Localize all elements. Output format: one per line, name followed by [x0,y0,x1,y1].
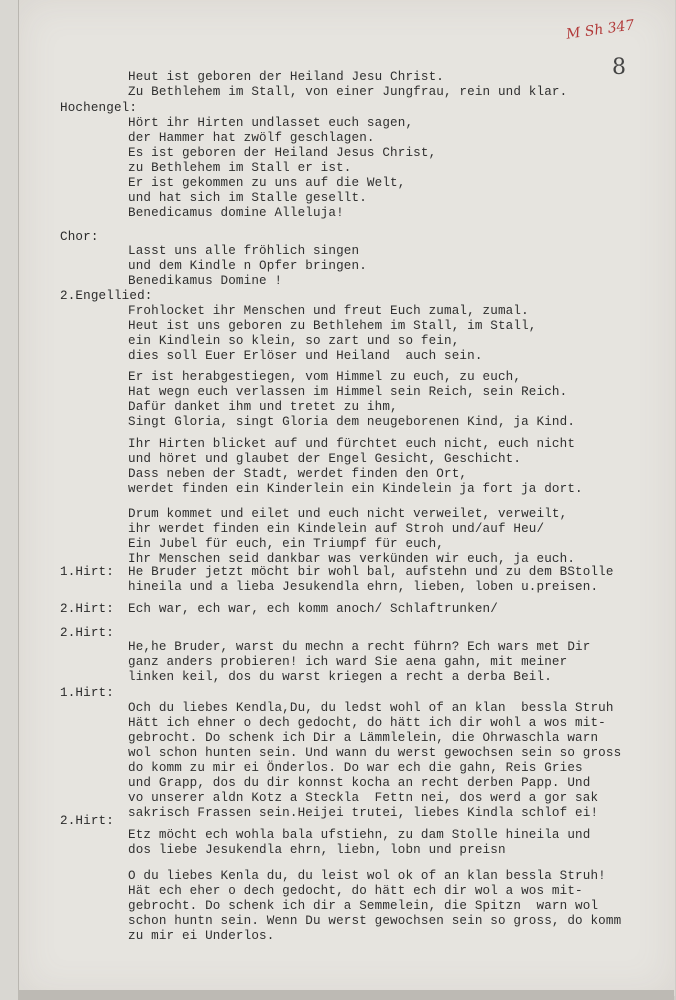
text-line: Lasst uns alle fröhlich singen [128,244,360,258]
text-line: He,he Bruder, warst du mechn a recht führn? Ech wars met Dir [128,640,591,654]
text-line: und dem Kindle n Opfer bringen. [128,259,367,273]
speaker-label: 2.Engellied: [60,289,153,303]
text-line: und höret und glaubet der Engel Gesicht, Geschicht. [128,452,522,466]
speaker-label: 2.Hirt: [60,814,114,828]
text-line: Er ist herabgestiegen, vom Himmel zu euch, zu euch, [128,370,522,384]
text-line: und Grapp, dos du dir konnst kocha an recht derben Papp. Und [128,776,591,790]
text-line: Dafür danket ihm und tretet zu ihm, [128,400,398,414]
page-bottom-edge [18,990,674,1000]
text-line: Es ist geboren der Heiland Jesus Christ, [128,146,437,160]
text-line: zu Bethlehem im Stall er ist. [128,161,352,175]
text-line: ganz anders probieren! ich ward Sie aena gahn, mit meiner [128,655,568,669]
text-line: Hätt ich ehner o dech gedocht, do hätt ich dir wohl a wos mit- [128,716,606,730]
text-line: vo unserer aldn Kotz a Steckla Fettn nei, dos werd a gor sak [128,791,599,805]
text-line: zu mir ei Underlos. [128,929,275,943]
text-line: Ech war, ech war, ech komm anoch/ Schlaftrunken/ [128,602,498,616]
text-line: dos liebe Jesukendla ehrn, liebn, lobn und preisn [128,843,506,857]
text-line: ein Kindlein so klein, so zart und so fein, [128,334,460,348]
text-line: Hört ihr Hirten undlasset euch sagen, [128,116,414,130]
binding-edge [0,0,19,1000]
speaker-label: 2.Hirt: [60,626,114,640]
text-line: linken keil, dos du warst kriegen a recht a derba Beil. [128,670,552,684]
text-line: gebrocht. Do schenk ich dir a Semmelein, die Spitzn warn wol [128,899,599,913]
speaker-label: 1.Hirt: [60,686,114,700]
text-line: Ihr Hirten blicket auf und fürchtet euch nicht, euch nicht [128,437,576,451]
text-line: Och du liebes Kendla,Du, du ledst wohl of an klan bessla Struh [128,701,614,715]
text-line: Hät ech eher o dech gedocht, do hätt ech dir wol a wos mit- [128,884,583,898]
speaker-label: Chor: [60,230,99,244]
text-line: Ihr Menschen seid dankbar was verkünden wir euch, ja euch. [128,552,576,566]
speaker-label: 1.Hirt: [60,565,114,579]
text-line: Er ist gekommen zu uns auf die Welt, [128,176,406,190]
text-line: gebrocht. Do schenk ich Dir a Lämmlelein, die Ohrwaschla warn [128,731,599,745]
text-line: Benedicamus domine Alleluja! [128,206,344,220]
text-line: He Bruder jetzt möcht bir wohl bal, aufstehn und zu dem BStolle [128,565,614,579]
text-line: schon huntn sein. Wenn Du werst gewochsen sein so gross, do komm [128,914,622,928]
text-line: und hat sich im Stalle gesellt. [128,191,367,205]
speaker-label: 2.Hirt: [60,602,114,616]
text-line: werdet finden ein Kinderlein ein Kindelein ja fort ja dort. [128,482,583,496]
text-line: Drum kommet und eilet und euch nicht verweilet, verweilt, [128,507,568,521]
folio-number: 8 [612,55,626,80]
text-line: Heut ist uns geboren zu Bethlehem im Stall, im Stall, [128,319,537,333]
text-line: Heut ist geboren der Heiland Jesu Christ. [128,70,445,84]
text-line: Zu Bethlehem im Stall, von einer Jungfrau, rein und klar. [128,85,568,99]
text-line: O du liebes Kenla du, du leist wol ok of an klan bessla Struh! [128,869,606,883]
speaker-label: Hochengel: [60,101,138,115]
text-line: Hat wegn euch verlassen im Himmel sein Reich, sein Reich. [128,385,568,399]
text-line: Frohlocket ihr Menschen und freut Euch zumal, zumal. [128,304,529,318]
text-line: dies soll Euer Erlöser und Heiland auch sein. [128,349,483,363]
text-line: Etz möcht ech wohla bala ufstiehn, zu dam Stolle hineila und [128,828,591,842]
text-line: ihr werdet finden ein Kindelein auf Stroh und/auf Heu/ [128,522,545,536]
text-line: do komm zu mir ei Önderlos. Do war ech die gahn, Reis Gries [128,761,583,775]
text-line: Ein Jubel für euch, ein Triumpf für euch, [128,537,445,551]
text-line: der Hammer hat zwölf geschlagen. [128,131,375,145]
text-line: hineila und a lieba Jesukendla ehrn, lieben, loben u.preisen. [128,580,599,594]
text-line: Benedikamus Domine ! [128,274,283,288]
archive-shelfmark: M Sh 347 [565,17,636,43]
text-line: sakrisch Frassen sein.Heijei trutei, liebes Kindla schlof ei! [128,806,599,820]
text-line: Singt Gloria, singt Gloria dem neugeborenen Kind, ja Kind. [128,415,576,429]
text-line: Dass neben der Stadt, werdet finden den Ort, [128,467,468,481]
text-line: wol schon hunten sein. Und wann du werst gewochsen sein so gross [128,746,622,760]
